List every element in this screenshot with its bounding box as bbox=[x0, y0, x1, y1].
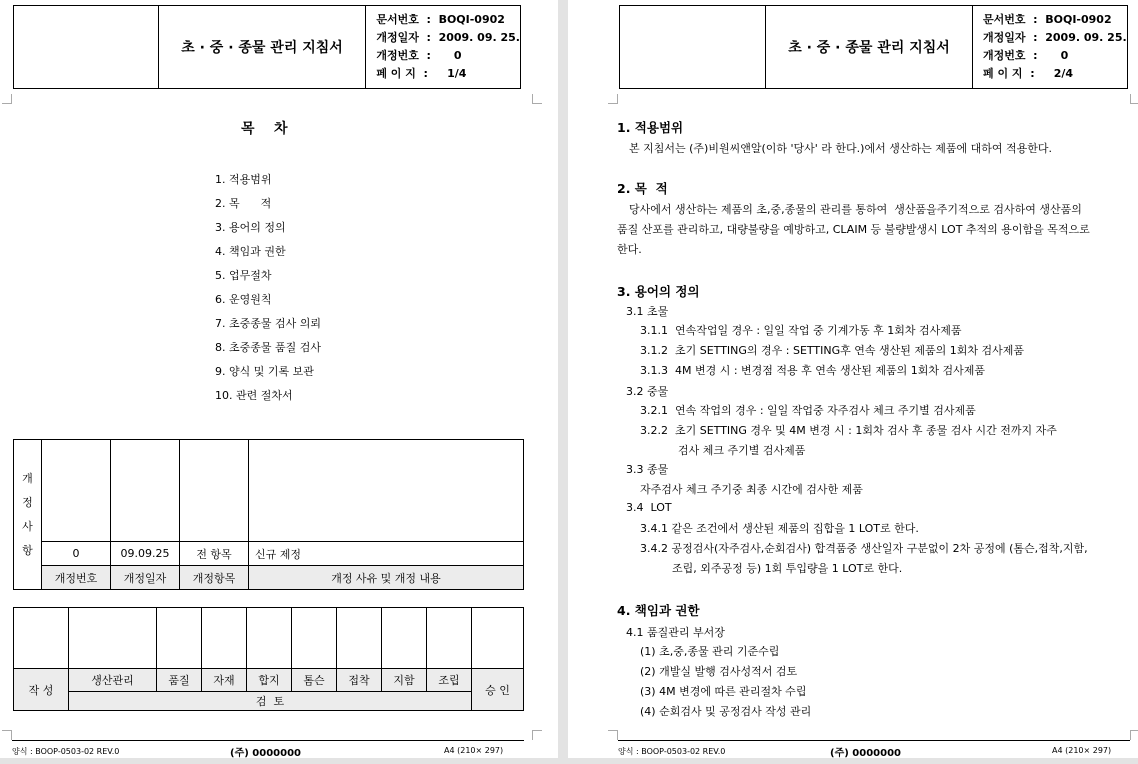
toc-item: 2. 목 적 bbox=[215, 197, 272, 210]
body-line: (4) 순회검사 및 공정검사 작성 관리 bbox=[640, 705, 812, 718]
revision-table bbox=[13, 439, 524, 590]
page-number: 2/4 bbox=[1053, 67, 1074, 80]
document-page-1 bbox=[0, 0, 558, 758]
body-line: (2) 개발실 발행 검사성적서 검토 bbox=[640, 665, 798, 678]
footer-paper: A4 (210× 297) bbox=[444, 746, 504, 755]
footer-paper: A4 (210× 297) bbox=[1052, 746, 1112, 755]
header-table bbox=[619, 5, 1128, 89]
revision-row bbox=[14, 542, 524, 566]
rev-no-label: 개정번호 bbox=[376, 49, 419, 62]
toc-item: 3. 용어의 정의 bbox=[215, 221, 286, 234]
section-heading: 2. 목 적 bbox=[617, 181, 668, 196]
section-heading: 4. 책임과 권한 bbox=[617, 603, 700, 618]
reviewer-label: 합지 bbox=[246, 669, 291, 692]
rev-no: 0 bbox=[453, 49, 462, 62]
reviewer-label: 지함 bbox=[381, 669, 426, 692]
footer-form: 양식 : BOOP-0503-02 REV.0 bbox=[618, 747, 726, 756]
doc-meta: 문서번호 : BOQI-0902 개정일자 : 2009. 09. 25. 개정번호 : 0 페 이 지 : 2/4 bbox=[973, 6, 1128, 89]
rev-date: 2009. 09. 25. bbox=[438, 31, 520, 44]
page-number: 1/4 bbox=[447, 67, 467, 80]
doc-title: 초 · 중 · 종물 관리 지침서 bbox=[158, 6, 366, 89]
col-header: 개정번호 bbox=[42, 566, 111, 590]
doc-no-label: 문서번호 bbox=[983, 13, 1026, 26]
body-line: 본 지침서는 (주)비원씨앤알(이하 '당사' 라 한다.)에서 생산하는 제품에 대하여 적용한다. bbox=[629, 142, 1052, 155]
body-line: 3.1.2 초기 SETTING의 경우 : SETTING후 연속 생산된 제품의 1회차 검사제품 bbox=[640, 344, 1025, 357]
body-line: 3.2.2 초기 SETTING 경우 및 4M 변경 시 : 1회차 검사 후 종물 검사 시간 전까지 자주 bbox=[640, 424, 1057, 437]
toc-title: 목 차 bbox=[241, 121, 288, 137]
reviewer-label: 조립 bbox=[426, 669, 471, 692]
page-label: 페 이 지 bbox=[376, 67, 416, 80]
logo-cell bbox=[14, 6, 159, 89]
body-line: 4.1 품질관리 부서장 bbox=[626, 626, 725, 639]
body-line: 당사에서 생산하는 제품의 초,중,종물의 관리를 통하여 생산품을주기적으로 검사하여 생산품의 bbox=[629, 203, 1082, 216]
doc-no: BOQI-0902 bbox=[438, 13, 505, 26]
reviewer-label: 품질 bbox=[156, 669, 201, 692]
body-line: (1) 초,중,종물 관리 기준수립 bbox=[640, 645, 780, 658]
approve-label: 승 인 bbox=[472, 669, 524, 711]
col-header: 개정 사유 및 개정 내용 bbox=[249, 566, 524, 590]
toc-item: 6. 운영원칙 bbox=[215, 293, 272, 306]
author-label: 작 성 bbox=[14, 669, 69, 711]
reviewer-label: 접착 bbox=[336, 669, 381, 692]
reviewer-label: 자재 bbox=[201, 669, 246, 692]
toc-item: 4. 책임과 권한 bbox=[215, 245, 286, 258]
doc-meta: 문서번호 : BOQI-0902 개정일자 : 2009. 09. 25. 개정번호 : 0 페 이 지 : 1/4 bbox=[366, 6, 521, 89]
rev-no: 0 bbox=[1060, 49, 1069, 62]
toc-item: 1. 적용범위 bbox=[215, 173, 272, 186]
doc-no-label: 문서번호 bbox=[376, 13, 419, 26]
section-heading: 1. 적용범위 bbox=[617, 120, 684, 135]
review-label: 검 토 bbox=[69, 692, 472, 711]
body-line: 3.1.3 4M 변경 시 : 변경점 적용 후 연속 생산된 제품의 1회차 검사제품 bbox=[640, 364, 986, 377]
page-label: 페 이 지 bbox=[983, 67, 1023, 80]
rev-no-label: 개정번호 bbox=[983, 49, 1026, 62]
footer-company: (주) 0000000 bbox=[830, 748, 901, 759]
footer-company: (주) 0000000 bbox=[230, 748, 301, 759]
rev-date-label: 개정일자 bbox=[983, 31, 1026, 44]
body-line: 3.1 초물 bbox=[626, 305, 669, 318]
rev-no-cell: 0 bbox=[42, 542, 111, 566]
rev-date: 2009. 09. 25. bbox=[1045, 31, 1127, 44]
body-line: 3.4 LOT bbox=[626, 501, 672, 514]
body-line: 조립, 외주공정 등) 1회 투입량을 1 LOT로 한다. bbox=[672, 562, 903, 575]
body-line: 3.2.1 연속 작업의 경우 : 일일 작업중 자주검사 체크 주기별 검사제품 bbox=[640, 404, 976, 417]
doc-no: BOQI-0902 bbox=[1045, 13, 1112, 26]
reviewer-label: 생산관리 bbox=[69, 669, 157, 692]
body-line: 3.4.1 같은 조건에서 생산된 제품의 집합을 1 LOT로 한다. bbox=[640, 522, 919, 535]
reviewer-label: 톰슨 bbox=[291, 669, 336, 692]
toc-item: 10. 관련 절차서 bbox=[215, 389, 293, 402]
toc-item: 5. 업무절차 bbox=[215, 269, 272, 282]
toc-item: 7. 초중종물 검사 의뢰 bbox=[215, 317, 321, 330]
rev-item-cell: 전 항목 bbox=[180, 542, 249, 566]
revision-side-label: 개 정 사 항 bbox=[14, 440, 42, 590]
body-line: 3.3 종물 bbox=[626, 463, 669, 476]
body-line: 3.4.2 공정검사(자주검사,순회검사) 합격품중 생산일자 구분없이 2차 공정에 (톰슨,접착,지함, bbox=[640, 542, 1088, 555]
revision-header-row bbox=[14, 566, 524, 590]
toc-item: 8. 초중종물 품질 검사 bbox=[215, 341, 321, 354]
toc-item: 9. 양식 및 기록 보관 bbox=[215, 365, 314, 378]
rev-date-cell: 09.09.25 bbox=[111, 542, 180, 566]
body-line: 검사 체크 주기별 검사제품 bbox=[678, 444, 806, 457]
header-table bbox=[13, 5, 521, 89]
doc-title: 초 · 중 · 종물 관리 지침서 bbox=[766, 6, 973, 89]
body-line: 3.2 중물 bbox=[626, 385, 669, 398]
rev-content-cell: 신규 제정 bbox=[249, 542, 524, 566]
body-line: 3.1.1 연속작업일 경우 : 일일 작업 중 기계가동 후 1회차 검사제품 bbox=[640, 324, 962, 337]
col-header: 개정일자 bbox=[111, 566, 180, 590]
approval-table bbox=[13, 607, 524, 711]
col-header: 개정항목 bbox=[180, 566, 249, 590]
body-line: (3) 4M 변경에 따른 관리절차 수립 bbox=[640, 685, 807, 698]
rev-date-label: 개정일자 bbox=[376, 31, 419, 44]
section-heading: 3. 용어의 정의 bbox=[617, 284, 700, 299]
document-page-2 bbox=[568, 0, 1138, 758]
logo-cell bbox=[620, 6, 766, 89]
body-line: 자주검사 체크 주기중 최종 시간에 검사한 제품 bbox=[640, 483, 863, 496]
body-line: 품질 산포를 관리하고, 대량불량을 예방하고, CLAIM 등 불량발생시 LOT 추적의 용이함을 목적으로 bbox=[617, 223, 1090, 236]
footer-form: 양식 : BOOP-0503-02 REV.0 bbox=[12, 747, 120, 756]
body-line: 한다. bbox=[617, 243, 642, 256]
